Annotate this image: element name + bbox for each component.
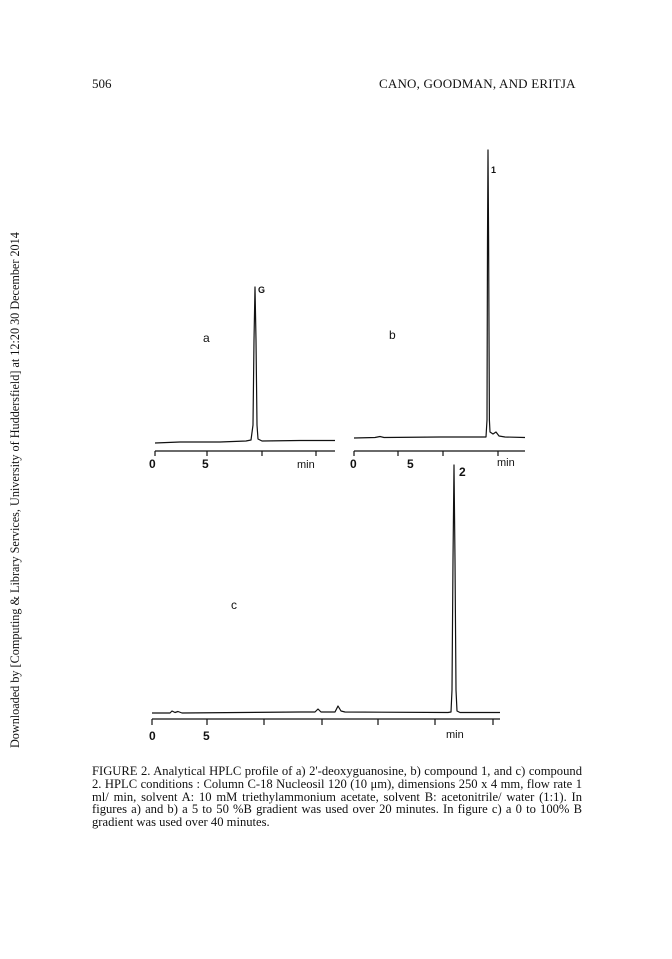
panel-label-a: a (203, 331, 210, 345)
tick-label-b-5: 5 (407, 457, 414, 471)
axis-b (354, 451, 525, 456)
axis-c (152, 719, 500, 725)
tick-label-a-5: 5 (202, 457, 209, 471)
panel-label-b: b (389, 328, 396, 342)
tick-label-c-5: 5 (203, 729, 210, 743)
chromatogram-c (152, 465, 500, 725)
tick-label-b-min: min (497, 457, 515, 469)
tick-label-c-0: 0 (149, 729, 156, 743)
download-notice: Downloaded by [Computing & Library Services, University of Huddersfield] at 12:20 30 December 2014 (8, 232, 22, 748)
chromatogram-a (155, 287, 335, 456)
trace-b (354, 150, 525, 438)
panel-label-c: c (231, 598, 237, 612)
running-header: CANO, GOODMAN, AND ERITJA (379, 76, 576, 91)
figure-caption: FIGURE 2. Analytical HPLC profile of a) 2'-deoxyguanosine, b) compound 1, and c) compound 2. HPLC conditions : Column C-18 Nucleosil 120 (10 μm), dimensions 250 x 4 mm, flow rate 1 ml/ min, solvent A: 10 mM triethylammonium acetate, solvent B: acetonitrile/ water (1:1). In figures a) and b) a 5 to 50 %B gradient was used over 20 minutes. In figure c) a 0 to 100% B gradient was used over 40 minutes. (92, 764, 582, 830)
tick-label-c-min: min (446, 729, 464, 741)
trace-c (152, 465, 500, 713)
axis-a (155, 451, 335, 456)
chromatogram-b (354, 150, 525, 456)
tick-label-a-min: min (297, 459, 315, 471)
trace-a (155, 287, 335, 443)
tick-label-b-0: 0 (350, 457, 357, 471)
peak-label-g: G (258, 285, 266, 295)
page-number: 506 (92, 76, 112, 91)
peak-label-1: 1 (491, 165, 497, 175)
peak-label-2: 2 (459, 465, 466, 479)
tick-label-a-0: 0 (149, 457, 156, 471)
